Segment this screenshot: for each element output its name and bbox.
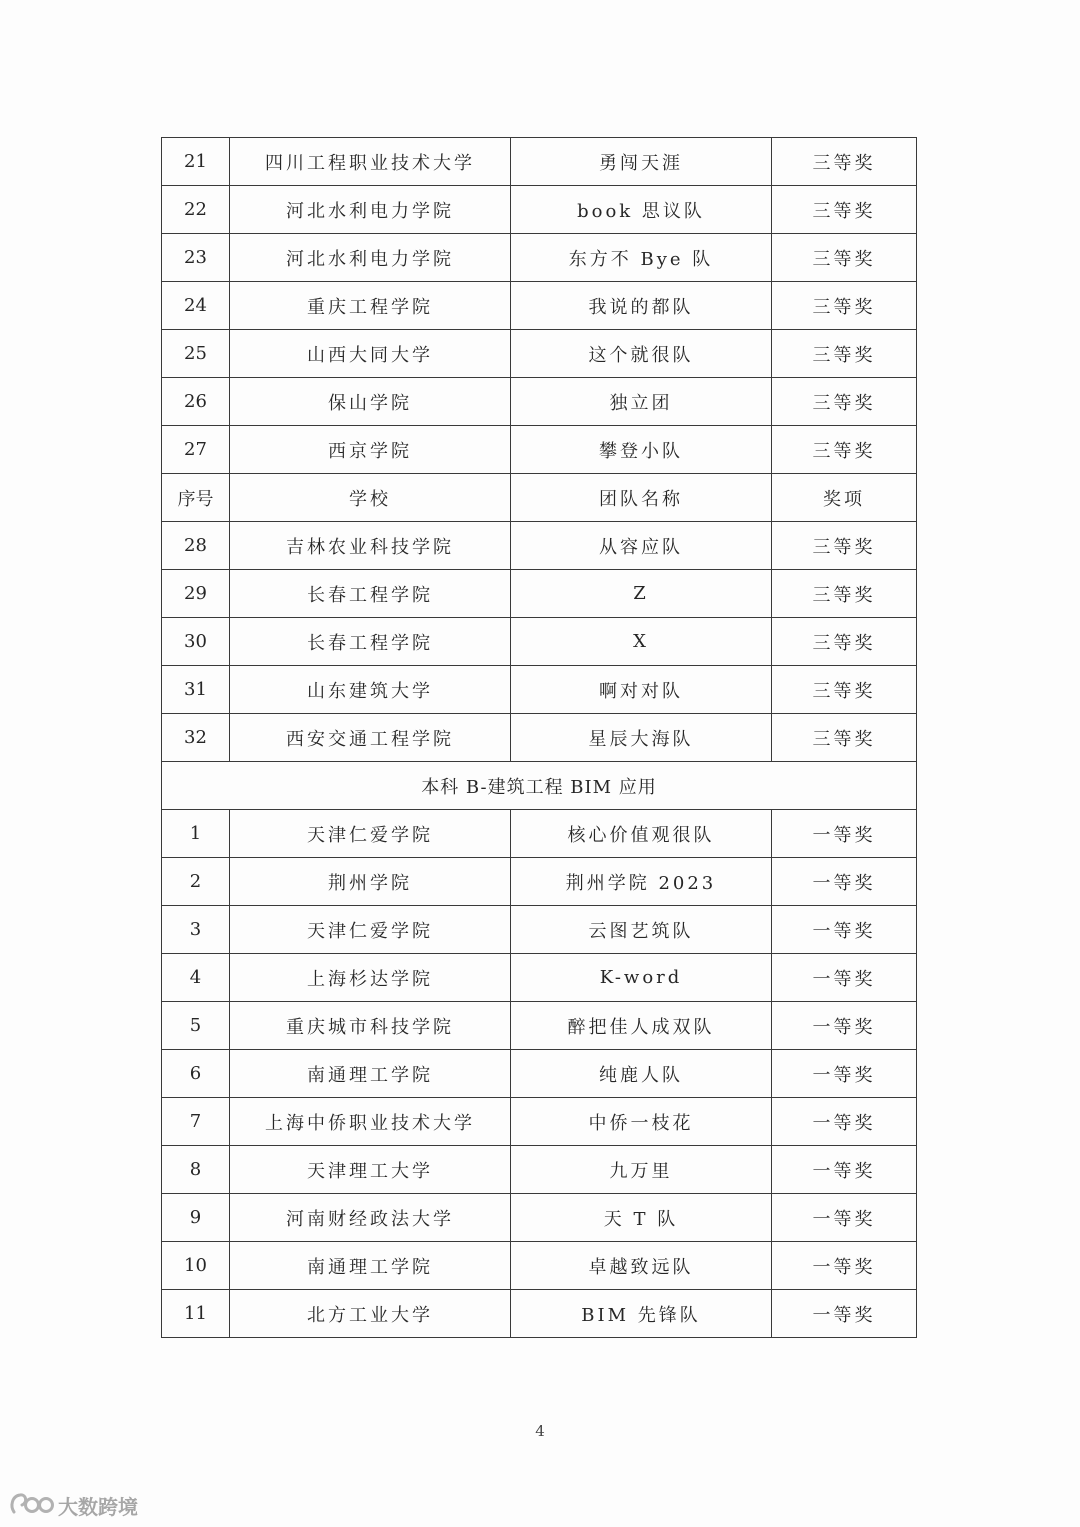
awards-table-body: [162, 138, 917, 1338]
team-name: 东方不 Bye 队: [511, 234, 772, 282]
award-level: 三等奖: [772, 234, 917, 282]
table-row: [162, 858, 917, 906]
table-row: [162, 1050, 917, 1098]
award-level: 三等奖: [772, 666, 917, 714]
team-name: 纯鹿人队: [511, 1050, 772, 1098]
table-row: [162, 378, 917, 426]
header-cell-school: 学校: [230, 474, 511, 522]
award-level: 三等奖: [772, 714, 917, 762]
row-number: 1: [162, 810, 230, 858]
team-name: K-word: [511, 954, 772, 1002]
table-row: [162, 282, 917, 330]
school-name: 长春工程学院: [230, 570, 511, 618]
award-level: 一等奖: [772, 858, 917, 906]
table-row: [162, 810, 917, 858]
school-name: 天津理工大学: [230, 1146, 511, 1194]
table-row: [162, 954, 917, 1002]
row-number: 8: [162, 1146, 230, 1194]
team-name: 啊对对队: [511, 666, 772, 714]
header-cell-award: 奖项: [772, 474, 917, 522]
table-row: [162, 426, 917, 474]
awards-table: [161, 137, 917, 1338]
row-number: 21: [162, 138, 230, 186]
school-name: 重庆城市科技学院: [230, 1002, 511, 1050]
school-name: 荆州学院: [230, 858, 511, 906]
award-level: 一等奖: [772, 1050, 917, 1098]
table-row: [162, 1146, 917, 1194]
row-number: 11: [162, 1290, 230, 1338]
school-name: 北方工业大学: [230, 1290, 511, 1338]
row-number: 29: [162, 570, 230, 618]
award-level: 一等奖: [772, 1242, 917, 1290]
school-name: 天津仁爱学院: [230, 810, 511, 858]
watermark: [8, 1488, 138, 1522]
award-level: 三等奖: [772, 282, 917, 330]
team-name: 天 T 队: [511, 1194, 772, 1242]
team-name: 星辰大海队: [511, 714, 772, 762]
row-number: 31: [162, 666, 230, 714]
row-number: 7: [162, 1098, 230, 1146]
award-level: 一等奖: [772, 810, 917, 858]
team-name: 从容应队: [511, 522, 772, 570]
school-name: 河北水利电力学院: [230, 186, 511, 234]
logo-icon: [8, 1490, 54, 1520]
team-name: 核心价值观很队: [511, 810, 772, 858]
school-name: 长春工程学院: [230, 618, 511, 666]
row-number: 9: [162, 1194, 230, 1242]
row-number: 22: [162, 186, 230, 234]
award-level: 一等奖: [772, 1002, 917, 1050]
school-name: 四川工程职业技术大学: [230, 138, 511, 186]
table-row: [162, 138, 917, 186]
row-number: 32: [162, 714, 230, 762]
table-header-row: [162, 474, 917, 522]
table-row: [162, 714, 917, 762]
row-number: 2: [162, 858, 230, 906]
table-row: [162, 906, 917, 954]
school-name: 保山学院: [230, 378, 511, 426]
school-name: 南通理工学院: [230, 1050, 511, 1098]
table-row: [162, 522, 917, 570]
row-number: 10: [162, 1242, 230, 1290]
award-level: 三等奖: [772, 330, 917, 378]
row-number: 24: [162, 282, 230, 330]
team-name: 勇闯天涯: [511, 138, 772, 186]
page-number: 4: [535, 1422, 545, 1440]
award-level: 三等奖: [772, 138, 917, 186]
award-level: 一等奖: [772, 1290, 917, 1338]
row-number: 23: [162, 234, 230, 282]
award-level: 一等奖: [772, 906, 917, 954]
table-row: [162, 186, 917, 234]
table-row: [162, 234, 917, 282]
school-name: 上海中侨职业技术大学: [230, 1098, 511, 1146]
section-row: [162, 762, 917, 810]
team-name: 攀登小队: [511, 426, 772, 474]
school-name: 吉林农业科技学院: [230, 522, 511, 570]
school-name: 河北水利电力学院: [230, 234, 511, 282]
team-name: 九万里: [511, 1146, 772, 1194]
table-row: [162, 330, 917, 378]
award-level: 三等奖: [772, 378, 917, 426]
team-name: X: [511, 618, 772, 666]
team-name: book 思议队: [511, 186, 772, 234]
table-row: [162, 1290, 917, 1338]
school-name: 河南财经政法大学: [230, 1194, 511, 1242]
school-name: 山西大同大学: [230, 330, 511, 378]
table-row: [162, 618, 917, 666]
row-number: 26: [162, 378, 230, 426]
team-name: 我说的都队: [511, 282, 772, 330]
school-name: 山东建筑大学: [230, 666, 511, 714]
award-level: 一等奖: [772, 1194, 917, 1242]
team-name: Z: [511, 570, 772, 618]
award-level: 三等奖: [772, 522, 917, 570]
team-name: 荆州学院 2023: [511, 858, 772, 906]
award-level: 三等奖: [772, 186, 917, 234]
award-level: 三等奖: [772, 426, 917, 474]
team-name: 独立团: [511, 378, 772, 426]
table-row: [162, 1194, 917, 1242]
school-name: 重庆工程学院: [230, 282, 511, 330]
school-name: 天津仁爱学院: [230, 906, 511, 954]
header-cell-team: 团队名称: [511, 474, 772, 522]
row-number: 30: [162, 618, 230, 666]
row-number: 28: [162, 522, 230, 570]
row-number: 5: [162, 1002, 230, 1050]
team-name: 卓越致远队: [511, 1242, 772, 1290]
team-name: 云图艺筑队: [511, 906, 772, 954]
school-name: 上海杉达学院: [230, 954, 511, 1002]
school-name: 西京学院: [230, 426, 511, 474]
row-number: 6: [162, 1050, 230, 1098]
table-row: [162, 1002, 917, 1050]
award-level: 三等奖: [772, 570, 917, 618]
award-level: 一等奖: [772, 1146, 917, 1194]
table-row: [162, 666, 917, 714]
award-level: 一等奖: [772, 954, 917, 1002]
section-title: 本科 B-建筑工程 BIM 应用: [162, 762, 917, 810]
row-number: 25: [162, 330, 230, 378]
team-name: 这个就很队: [511, 330, 772, 378]
table-row: [162, 1242, 917, 1290]
team-name: 中侨一枝花: [511, 1098, 772, 1146]
school-name: 西安交通工程学院: [230, 714, 511, 762]
header-cell-number: 序号: [162, 474, 230, 522]
award-level: 三等奖: [772, 618, 917, 666]
watermark-text: 大数跨境: [58, 1494, 138, 1519]
row-number: 4: [162, 954, 230, 1002]
school-name: 南通理工学院: [230, 1242, 511, 1290]
team-name: BIM 先锋队: [511, 1290, 772, 1338]
team-name: 醉把佳人成双队: [511, 1002, 772, 1050]
row-number: 27: [162, 426, 230, 474]
table-row: [162, 570, 917, 618]
award-level: 一等奖: [772, 1098, 917, 1146]
row-number: 3: [162, 906, 230, 954]
table-row: [162, 1098, 917, 1146]
